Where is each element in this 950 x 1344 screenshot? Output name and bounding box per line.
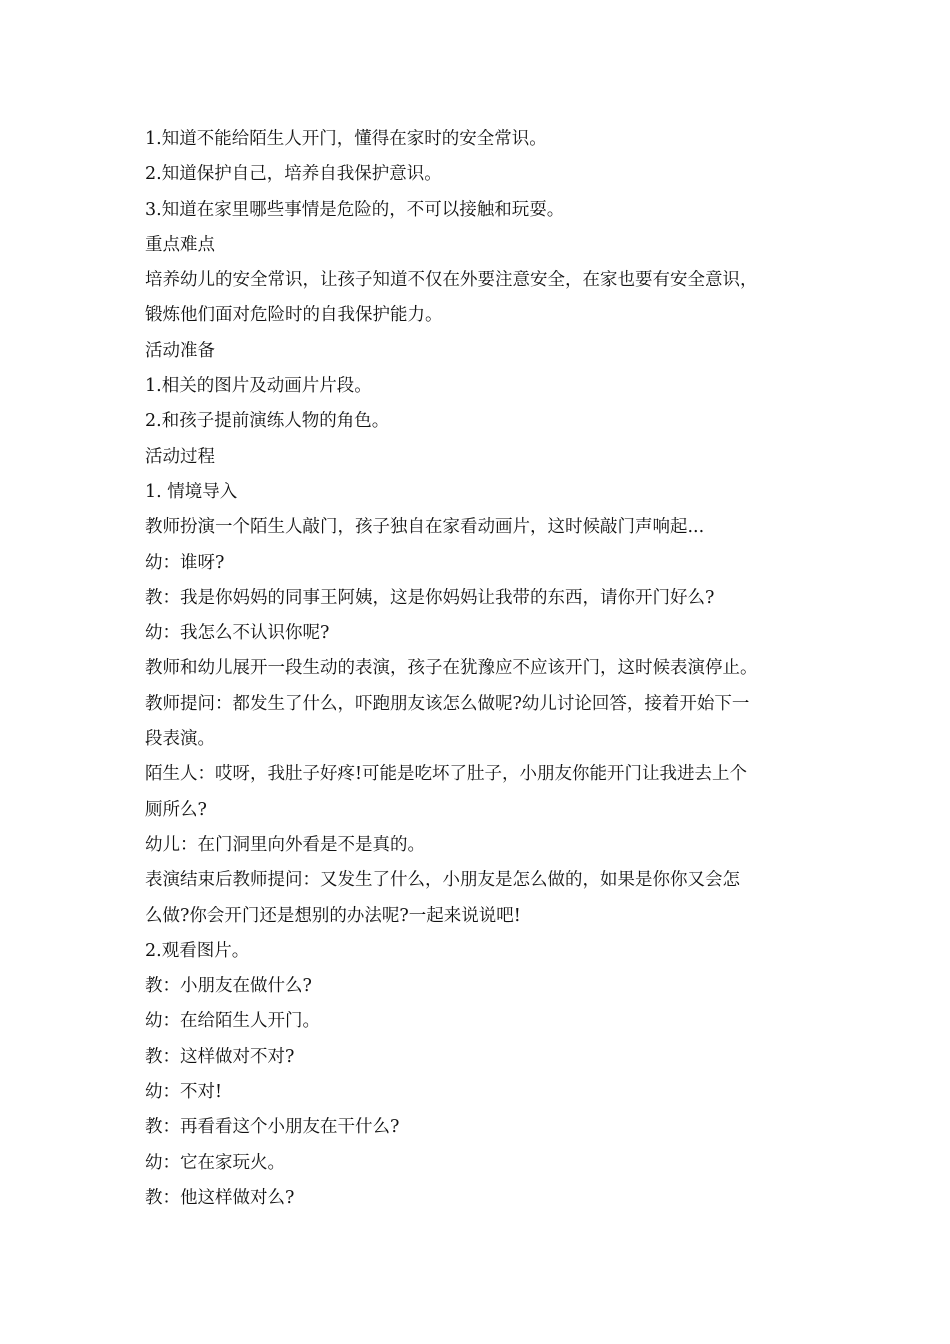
text-line: 表演结束后教师提问：又发生了什么，小朋友是怎么做的，如果是你你又会怎 (145, 870, 740, 891)
text-line: 段表演。 (145, 729, 215, 750)
dialogue-line: 教：小朋友在做什么? (145, 976, 312, 997)
dialogue-line: 陌生人：哎呀，我肚子好疼!可能是吃坏了肚子，小朋友你能开门让我进去上个 (145, 764, 748, 785)
text-line: 教师扮演一个陌生人敲门，孩子独自在家看动画片，这时候敲门声响起... (145, 517, 705, 538)
dialogue-line: 幼：我怎么不认识你呢? (145, 623, 330, 644)
text-line: 1.知道不能给陌生人开门，懂得在家时的安全常识。 (145, 129, 547, 149)
dialogue-line: 教：我是你妈妈的同事王阿姨，这是你妈妈让我带的东西，请你开门好么? (145, 587, 715, 608)
text-line: 培养幼儿的安全常识，让孩子知道不仅在外要注意安全，在家也要有安全意识， (145, 270, 758, 291)
section-heading: 重点难点 (145, 234, 215, 255)
dialogue-line: 教：他这样做对么? (145, 1187, 295, 1208)
dialogue-line: 厕所么? (145, 799, 207, 820)
dialogue-line: 幼：谁呀? (145, 552, 225, 573)
text-line: 么做?你会开门还是想别的办法呢?一起来说说吧! (145, 905, 521, 926)
subsection-heading: 2.观看图片。 (145, 940, 250, 961)
document-body (145, 122, 825, 1216)
dialogue-line: 幼儿：在门洞里向外看是不是真的。 (145, 834, 425, 855)
text-line: 1.相关的图片及动画片片段。 (145, 376, 372, 397)
text-line: 锻炼他们面对危险时的自我保护能力。 (145, 305, 443, 326)
dialogue-line: 教：这样做对不对? (145, 1046, 295, 1067)
text-line: 教师提问：都发生了什么，吓跑朋友该怎么做呢?幼儿讨论回答，接着开始下一 (145, 693, 750, 714)
dialogue-line: 幼：在给陌生人开门。 (145, 1011, 320, 1032)
section-heading: 活动过程 (145, 446, 215, 467)
dialogue-line: 教：再看看这个小朋友在干什么? (145, 1117, 400, 1138)
section-heading: 活动准备 (145, 340, 215, 361)
text-line: 2.知道保护自己，培养自我保护意识。 (145, 164, 442, 185)
text-line: 2.和孩子提前演练人物的角色。 (145, 411, 390, 432)
dialogue-line: 幼：它在家玩火。 (145, 1152, 285, 1173)
text-line: 3.知道在家里哪些事情是危险的，不可以接触和玩耍。 (145, 199, 565, 220)
dialogue-line: 幼：不对! (145, 1082, 223, 1103)
text-line: 教师和幼儿展开一段生动的表演，孩子在犹豫应不应该开门，这时候表演停止。 (145, 658, 758, 679)
subsection-heading: 1. 情境导入 (145, 481, 238, 502)
